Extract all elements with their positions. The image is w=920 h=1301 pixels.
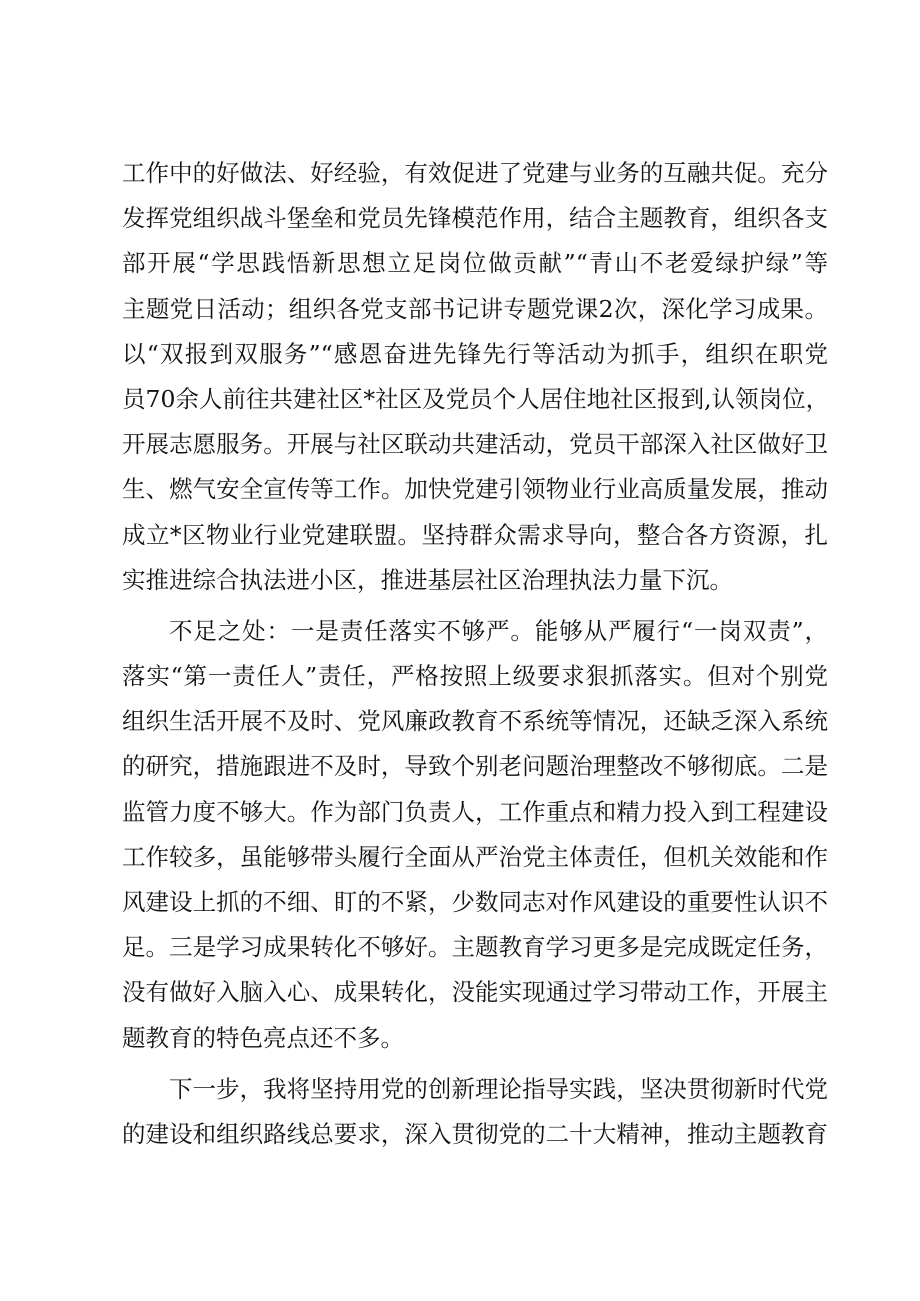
paragraph-line: 风建设上抓的不细、盯的不紧，少数同志对作风建设的重要性认识不 xyxy=(122,888,828,916)
paragraph-line: 员70余人前往共建社区*社区及党员个人居住地社区报到,认领岗位， xyxy=(122,384,830,413)
paragraph-line: 不足之处：一是责任落实不够严。能够从严履行“一岗双责”， xyxy=(169,616,828,645)
paragraph-line: 工作较多，虽能够带头履行全面从严治党主体责任，但机关效能和作 xyxy=(122,842,828,871)
paragraph-line: 监管力度不够大。作为部门负责人，工作重点和精力投入到工程建设 xyxy=(122,797,828,826)
paragraph-line: 的研究，措施跟进不及时，导致个别老问题治理整改不够彻底。二是 xyxy=(122,752,828,781)
paragraph-achievements xyxy=(122,151,828,603)
paragraph-line: 组织生活开展不及时、党风廉政教育不系统等情况，还缺乏深入系统 xyxy=(122,707,828,736)
paragraph-line: 落实“第一责任人”责任，严格按照上级要求狠抓落实。但对个别党 xyxy=(122,662,828,691)
paragraph-line: 主题党日活动；组织各党支部书记讲专题党课2次，深化学习成果。 xyxy=(122,294,828,323)
paragraph-line: 实推进综合执法进小区，推进基层社区治理执法力量下沉。 xyxy=(122,565,733,594)
paragraph-line: 成立*区物业行业党建联盟。坚持群众需求导向，整合各方资源，扎 xyxy=(122,520,828,549)
paragraph-line: 工作中的好做法、好经验，有效促进了党建与业务的互融共促。充分 xyxy=(122,159,828,187)
paragraph-line: 部开展“学思践悟新思想立足岗位做贡献”“青山不老爱绿护绿”等 xyxy=(122,249,828,278)
paragraph-line: 足。三是学习成果转化不够好。主题教育学习更多是完成既定任务， xyxy=(122,933,828,962)
paragraph-line: 开展志愿服务。开展与社区联动共建活动，党员干部深入社区做好卫 xyxy=(122,430,828,459)
paragraph-line: 发挥党组织战斗堡垒和党员先锋模范作用，结合主题教育，组织各支 xyxy=(122,204,828,233)
paragraph-line: 没有做好入脑入心、成果转化，没能实现通过学习带动工作，开展主 xyxy=(122,978,828,1007)
paragraph-line: 的建设和组织路线总要求，深入贯彻党的二十大精神，推动主题教育 xyxy=(122,1119,828,1148)
paragraph-line: 以“双报到双服务”“感恩奋进先锋先行等活动为抓手，组织在职党 xyxy=(122,339,828,368)
document-body xyxy=(122,151,828,1157)
paragraph-shortcomings xyxy=(122,609,828,1061)
paragraph-line: 下一步，我将坚持用党的创新理论指导实践，坚决贯彻新时代党 xyxy=(169,1074,828,1103)
paragraph-line: 题教育的特色亮点还不多。 xyxy=(122,1023,404,1052)
paragraph-line: 生、燃气安全宣传等工作。加快党建引领物业行业高质量发展，推动 xyxy=(122,475,828,504)
paragraph-next-steps xyxy=(122,1067,828,1157)
